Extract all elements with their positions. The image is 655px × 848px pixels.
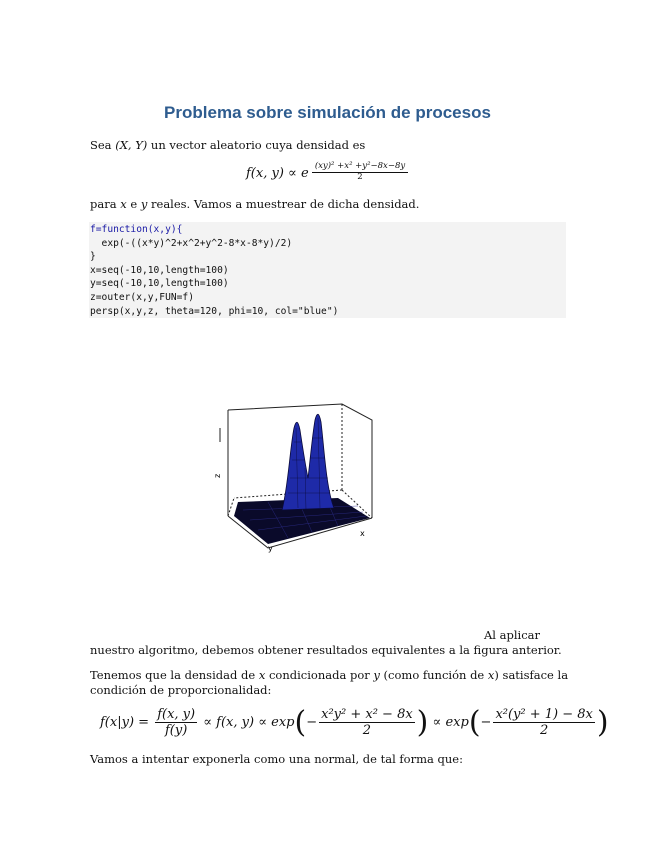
frac3-numerator: x²(y² + 1) − 8x [495,707,593,722]
reales-text1: para [90,197,121,211]
exponent-denominator: 2 [357,172,363,182]
cond-text-b: condicionada por [265,668,374,682]
cond-formula-lhs: f(x|y) = [100,715,150,730]
reales-paragraph [90,197,419,212]
cond-x1: x [258,668,266,682]
fraction-exponent-2 [493,707,594,738]
code-line-3-text: } [90,251,96,263]
frac3-denominator: 2 [540,723,549,738]
cond-text-d: ) satisface la [494,668,569,682]
intro-suffix: un vector aleatorio cuya densidad es [147,138,366,152]
fraction-f-xy-over-f-y [155,707,197,738]
cond-x2: x [487,668,495,682]
random-vector: (X, Y) [115,138,148,152]
var-y: y [140,197,148,211]
code-line-6 [90,291,566,305]
reales-text2: e [126,197,141,211]
al-aplicar-text: Al aplicar [484,628,541,642]
code-line-1 [90,223,566,237]
code-line-4-text: x=seq(-10,10,length=100) [90,264,229,276]
var-x: x [120,197,127,211]
density-exponent [312,162,408,182]
cond-text-c: (como función de [379,668,488,682]
cond-text-a: Tenemos que la densidad de [90,668,259,682]
intro-prefix: Sea [90,138,116,152]
reales-text3: reales. Vamos a muestrear de dicha densidad. [147,197,420,211]
page-title: Problema sobre simulación de procesos [164,103,491,122]
cond-y1: y [373,668,380,682]
cond-formula-mid2: ∝ exp [432,715,469,730]
density-formula [246,161,406,182]
code-line-1-text: f=function(x,y){ [90,224,183,235]
density-lhs: f(x, y) ∝ e [246,166,309,181]
code-line-6-text: z=outer(x,y,FUN=f) [90,291,194,303]
code-line-5 [90,277,566,291]
condicional-line-1 [90,668,568,683]
exponent-numerator: (xy)² +x² +y²−8x−8y [314,161,406,171]
algoritmo-paragraph: nuestro algoritmo, debemos obtener resultados equivalentes a la figura anterior. [90,643,562,657]
fraction-exponent-1 [319,707,415,738]
axis-label-z: z [213,473,222,478]
code-line-7-text: persp(x,y,z, theta=120, phi=10, col="blue") [90,305,339,317]
frac2-numerator: x²y² + x² − 8x [321,707,413,722]
surface-peaks [282,414,334,510]
axis-label-x: x [360,529,365,538]
r-code-block [89,222,566,318]
cond-formula-mid: ∝ f(x, y) ∝ exp [203,715,295,730]
persp-3d-plot [208,398,384,554]
code-line-7 [90,305,566,319]
closing-paragraph: Vamos a intentar exponerla como una normal, de tal forma que: [90,752,463,766]
frac2-denominator: 2 [362,723,372,738]
frac1-denominator: f(y) [164,723,188,738]
code-line-4 [90,264,566,278]
code-line-2 [90,237,566,251]
code-line-5-text: y=seq(-10,10,length=100) [90,278,229,290]
conditional-formula: f(x|y) = $\frac{f(x, y)}{f(y)}$ ∝ f(x, y) ∝ exp(− $\frac{\text{x²y² + x² − 8x}}{2}$ ) ∝ exp(− $\frac{\text{x²(y² + 1) − 8x}}{2}$ ) [100,705,609,740]
intro-paragraph [90,138,365,153]
axis-label-y: y [268,544,273,553]
condicional-line-2: condición de proporcionalidad: [90,683,272,697]
code-line-2-text: exp(-((x*y)^2+x^2+y^2-8*x-8*y)/2) [90,237,293,249]
frac1-numerator: f(x, y) [157,707,196,722]
code-line-3 [90,250,566,264]
